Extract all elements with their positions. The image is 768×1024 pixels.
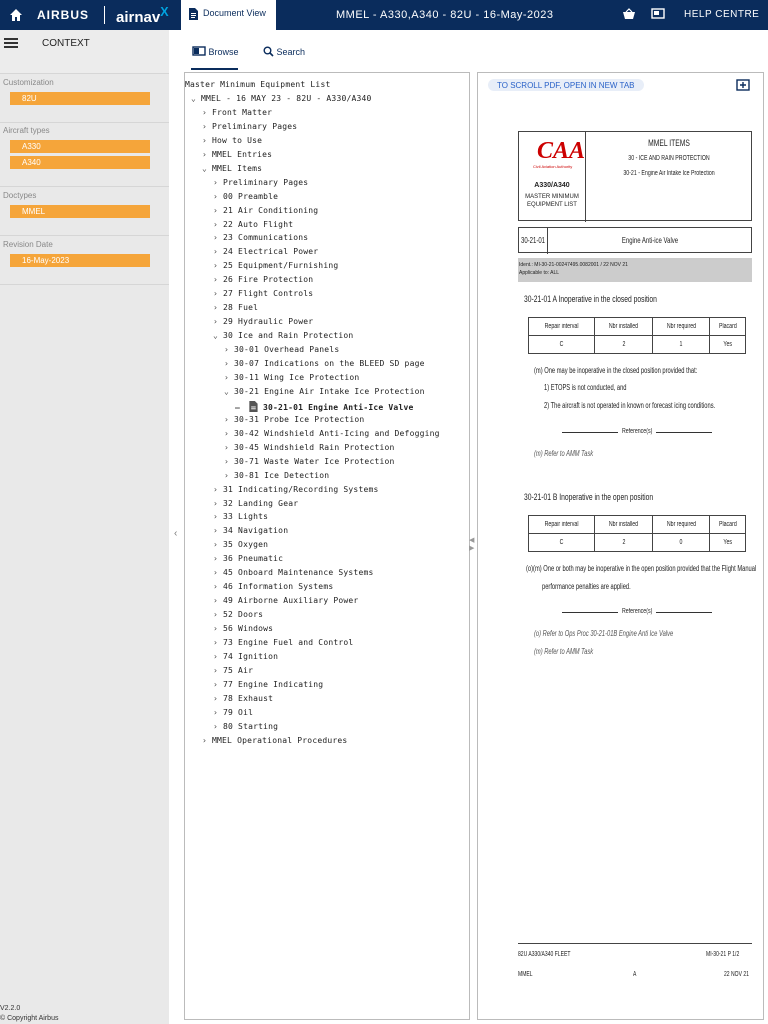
- references-label: Reference(s): [622, 608, 653, 615]
- section-a-table: [528, 317, 746, 354]
- dash-icon[interactable]: —: [235, 402, 241, 412]
- tree-item-label: 36 Pneumatic: [223, 554, 284, 564]
- chevron-right-icon[interactable]: ›: [213, 303, 219, 313]
- tree-item[interactable]: [213, 652, 278, 661]
- chevron-right-icon[interactable]: ›: [224, 414, 230, 424]
- section-a-note-2: 2) The aircraft is not operated in known or forecast icing conditions.: [544, 401, 716, 410]
- chip-mmel[interactable]: MMEL: [10, 205, 150, 218]
- tree-item-label: 33 Lights: [223, 512, 269, 522]
- tree-item[interactable]: [213, 233, 308, 242]
- tree-item-label: 27 Flight Controls: [223, 289, 314, 299]
- page-header: [518, 131, 752, 221]
- tree-item-label: MMEL Operational Procedures: [212, 735, 348, 745]
- tree-item-label: 74 Ignition: [223, 651, 279, 661]
- tree-item-label: 24 Electrical Power: [223, 247, 319, 257]
- tree-item[interactable]: [202, 164, 262, 173]
- tree-item-label: 30-21-01 Engine Anti-Ice Valve: [263, 402, 414, 412]
- tree-item-label: 46 Information Systems: [223, 582, 334, 592]
- cell-value: Yes: [723, 341, 732, 348]
- tree-item[interactable]: [213, 526, 288, 535]
- document-title: MMEL - A330,A340 - 82U - 16-May-2023: [336, 9, 554, 21]
- divider: [562, 612, 618, 613]
- header-section: 30-21 - Engine Air Intake Ice Protection: [623, 170, 715, 177]
- tree-item[interactable]: [213, 610, 263, 619]
- tree-item[interactable]: [224, 429, 440, 438]
- active-tab-indicator: [191, 68, 238, 70]
- divider: [585, 132, 586, 222]
- chevron-right-icon[interactable]: ›: [213, 596, 219, 606]
- tree-item-label: Preliminary Pages: [223, 177, 309, 187]
- tree-item[interactable]: [224, 415, 364, 424]
- tree-item-label: 75 Air: [223, 665, 254, 675]
- tree-item-label: Master Minimum Equipment List: [185, 80, 331, 89]
- chevron-right-icon[interactable]: ›: [202, 735, 208, 745]
- cell-value: C: [559, 539, 564, 546]
- tree-item-label: 30-11 Wing Ice Protection: [234, 372, 360, 382]
- tree-item-label: 30-21 Engine Air Intake Ice Protection: [234, 386, 425, 396]
- section-title: Doctypes: [3, 191, 37, 200]
- tab-document-view-label: Document View: [203, 8, 266, 18]
- tree-item[interactable]: [213, 247, 318, 256]
- tree-item-label: 22 Auto Flight: [223, 219, 294, 229]
- header-chapter: 30 - ICE AND RAIN PROTECTION: [628, 155, 710, 162]
- chevron-right-icon[interactable]: ›: [213, 582, 219, 592]
- tree-item[interactable]: [224, 471, 329, 480]
- chevron-right-icon[interactable]: ›: [224, 345, 230, 355]
- cell-value: 2: [622, 341, 626, 348]
- tree-item[interactable]: [202, 122, 297, 131]
- chevron-right-icon[interactable]: ›: [202, 149, 208, 159]
- table-header: [529, 318, 595, 336]
- tree-item[interactable]: [213, 638, 353, 647]
- caa-logo: CAA: [537, 138, 586, 164]
- pdf-viewer: [477, 72, 764, 1020]
- cell-value: Yes: [723, 539, 732, 546]
- tree-item-label: How to Use: [212, 135, 263, 145]
- tree-item-label: 34 Navigation: [223, 526, 289, 536]
- tree-item-label: 78 Exhaust: [223, 693, 274, 703]
- book-icon: [192, 46, 206, 56]
- tree-item[interactable]: [213, 596, 358, 605]
- chevron-right-icon[interactable]: ›: [213, 568, 219, 578]
- tree-item[interactable]: [202, 150, 272, 159]
- applicable-text: Applicable to: ALL: [519, 270, 560, 276]
- chevron-right-icon[interactable]: ›: [213, 289, 219, 299]
- mel-label-1: MASTER MINIMUM: [525, 194, 579, 200]
- tree-item[interactable]: [224, 345, 339, 354]
- chevron-right-icon[interactable]: ›: [202, 107, 208, 117]
- screen-icon[interactable]: [651, 8, 665, 20]
- header-placard: Placard: [718, 323, 737, 330]
- basket-icon[interactable]: [622, 8, 636, 20]
- section-title: Customization: [3, 78, 54, 87]
- chevron-right-icon[interactable]: ›: [224, 456, 230, 466]
- search-icon: [263, 46, 274, 57]
- footer-rev: A: [633, 971, 637, 978]
- ident-text: Ident.: MI-30-21-00247495.0082001 / 22 NOV 21: [519, 262, 628, 268]
- tree-item-label: 80 Starting: [223, 721, 279, 731]
- chevron-right-icon[interactable]: ›: [213, 484, 219, 494]
- table-cell: [529, 534, 595, 552]
- chevron-right-icon[interactable]: ›: [224, 359, 230, 368]
- tree-item-label: Front Matter: [212, 107, 273, 117]
- cell-value: 1: [679, 341, 683, 348]
- section-title: Revision Date: [3, 240, 53, 249]
- header-nbr-required: Nbr required: [666, 323, 696, 330]
- section-b-reference-2: (m) Refer to AMM Task: [534, 647, 594, 656]
- entry-title-box: [518, 227, 752, 253]
- chevron-right-icon[interactable]: ›: [213, 707, 219, 717]
- divider: [656, 612, 712, 613]
- chevron-right-icon[interactable]: ›: [213, 317, 219, 327]
- tree-item-label: 23 Communications: [223, 233, 309, 243]
- tree-item-label: 30-45 Windshield Rain Protection: [234, 442, 395, 452]
- airnav-logo: [116, 5, 169, 26]
- top-bar: [0, 0, 768, 30]
- tree-item[interactable]: [202, 736, 347, 745]
- tree-item-label: Preliminary Pages: [212, 121, 298, 131]
- chevron-right-icon[interactable]: ›: [224, 470, 230, 480]
- tree-item[interactable]: [224, 387, 425, 396]
- tree-item[interactable]: [213, 708, 253, 717]
- chevron-right-icon[interactable]: ›: [213, 624, 219, 634]
- section-a-note-1: 1) ETOPS is not conducted, and: [544, 383, 627, 392]
- header-title: MMEL ITEMS: [648, 138, 690, 148]
- context-header: [0, 30, 169, 74]
- tree-item[interactable]: [213, 206, 318, 215]
- doctypes-section: [0, 191, 169, 221]
- document-icon: [188, 8, 198, 20]
- airnav-logo-text: airnav: [116, 9, 161, 26]
- tree-item-label: 21 Air Conditioning: [223, 205, 319, 215]
- table-cell: [529, 336, 595, 354]
- chevron-right-icon[interactable]: ›: [213, 651, 219, 661]
- tree-item[interactable]: [213, 317, 313, 326]
- section-b-note: (o)(m) One or both may be inoperative in the open position provided that the Flight Manual: [526, 564, 757, 573]
- chevron-right-icon[interactable]: ›: [213, 638, 219, 647]
- tree-item[interactable]: [202, 136, 262, 145]
- entry-title: Engine Anti-ice Valve: [621, 236, 679, 245]
- pdf-page: [518, 131, 757, 999]
- header-repair-interval: Repair interval: [544, 521, 579, 528]
- tree-item-label: MMEL - 16 MAY 23 - 82U - A330/A340: [201, 93, 372, 103]
- tree-item-label: 28 Fuel: [223, 303, 259, 313]
- table-header: [652, 318, 709, 336]
- chevron-right-icon[interactable]: ›: [213, 219, 219, 229]
- chevron-right-icon[interactable]: ›: [213, 261, 219, 271]
- tree-item-label: 77 Engine Indicating: [223, 679, 324, 689]
- tree-item[interactable]: [213, 694, 273, 703]
- table-header: [652, 516, 709, 534]
- entry-code: 30-21-01: [521, 236, 546, 245]
- section-a-title: 30-21-01 A Inoperative in the closed position: [524, 294, 657, 304]
- chevron-right-icon[interactable]: ›: [213, 512, 219, 522]
- customization-section: [0, 78, 169, 108]
- chevron-right-icon[interactable]: ›: [213, 693, 219, 703]
- tree-item-label: 49 Airborne Auxiliary Power: [223, 596, 359, 606]
- footer-date: 22 NOV 21: [724, 971, 749, 978]
- divider: [562, 432, 618, 433]
- context-sidebar: [0, 30, 169, 1024]
- chevron-right-icon[interactable]: ›: [202, 135, 208, 145]
- chevron-right-icon[interactable]: ›: [202, 121, 208, 131]
- tab-document-view[interactable]: [181, 0, 276, 30]
- cell-value: 2: [622, 539, 626, 546]
- tree-item-label: 30 Ice and Rain Protection: [223, 331, 354, 341]
- tree-item-label: 30-01 Overhead Panels: [234, 345, 340, 355]
- tree-item[interactable]: [213, 485, 379, 494]
- context-title: CONTEXT: [42, 38, 90, 49]
- chevron-right-icon[interactable]: ›: [213, 526, 219, 536]
- tree-item[interactable]: [213, 303, 258, 312]
- aircraft-types-section: [0, 126, 169, 172]
- chevron-right-icon[interactable]: ›: [213, 177, 219, 187]
- cell-value: C: [559, 341, 564, 348]
- tree-item[interactable]: [213, 192, 278, 201]
- chevron-right-icon[interactable]: ›: [213, 247, 219, 257]
- chevron-right-icon[interactable]: ›: [213, 191, 219, 201]
- tree-item-label: 73 Engine Fuel and Control: [223, 638, 354, 647]
- tree-item[interactable]: [213, 680, 323, 689]
- tree-item-label: 79 Oil: [223, 707, 254, 717]
- tree-item[interactable]: [224, 373, 359, 382]
- splitter-handle[interactable]: ◀ ▶: [469, 537, 475, 552]
- chevron-down-icon[interactable]: ⌄: [213, 331, 219, 341]
- divider: [636, 943, 752, 944]
- chevron-right-icon[interactable]: ›: [213, 679, 219, 689]
- table-header: [710, 318, 746, 336]
- tree-item-label: 32 Landing Gear: [223, 498, 299, 508]
- aircraft-label: A330/A340: [534, 182, 570, 189]
- section-b-table: [528, 515, 746, 552]
- tree-item[interactable]: [213, 666, 253, 675]
- tree-item-label: MMEL Entries: [212, 149, 273, 159]
- chevron-right-icon[interactable]: ›: [224, 372, 230, 382]
- chevron-right-icon[interactable]: ›: [213, 554, 219, 564]
- footer-page: MI-30-21 P 1/2: [706, 951, 740, 958]
- revision-date-section: [0, 240, 169, 270]
- chip-a340[interactable]: A340: [10, 156, 150, 169]
- section-title: Aircraft types: [3, 126, 50, 135]
- cell-value: 0: [679, 539, 683, 546]
- table-cell: [710, 336, 746, 354]
- tab-browse[interactable]: [192, 46, 239, 57]
- caa-logo-subtitle: Civil Aviation Authority: [533, 164, 573, 169]
- menu-icon[interactable]: [4, 38, 18, 48]
- chevron-right-icon[interactable]: ›: [213, 498, 219, 508]
- chevron-right-icon[interactable]: ›: [224, 442, 230, 452]
- chevron-down-icon[interactable]: ⌄: [191, 93, 197, 103]
- table-header: [595, 318, 652, 336]
- tree-item[interactable]: [213, 722, 278, 731]
- chevron-right-icon[interactable]: ›: [213, 233, 219, 243]
- chevron-right-icon[interactable]: ›: [213, 540, 219, 550]
- help-centre-link[interactable]: HELP CENTRE: [684, 9, 760, 20]
- tree-item-selected[interactable]: [235, 401, 414, 412]
- tree-item[interactable]: [213, 512, 268, 521]
- tree-item[interactable]: [213, 554, 283, 563]
- header-nbr-installed: Nbr installed: [609, 323, 639, 330]
- tree-item[interactable]: [213, 331, 353, 340]
- chevron-right-icon[interactable]: ›: [213, 205, 219, 215]
- tree-item[interactable]: [213, 582, 333, 591]
- tree-item-label: 30-07 Indications on the BLEED SD page: [234, 359, 425, 368]
- table-cell: [595, 336, 652, 354]
- tree-item-label: 00 Preamble: [223, 191, 279, 201]
- divider: [0, 122, 169, 123]
- section-a-note: (m) One may be inoperative in the closed position provided that:: [534, 366, 698, 375]
- chevron-right-icon[interactable]: ›: [213, 610, 219, 620]
- tree-item[interactable]: [213, 540, 268, 549]
- tree-item[interactable]: [185, 80, 330, 89]
- open-new-tab-icon[interactable]: [736, 79, 750, 91]
- divider: [656, 432, 712, 433]
- section-a-reference: (m) Refer to AMM Task: [534, 449, 594, 458]
- header-placard: Placard: [718, 521, 737, 528]
- section-b-note-2: performance penalties are applied.: [542, 582, 631, 591]
- tree-item-label: 52 Doors: [223, 610, 264, 620]
- header-repair-interval: Repair interval: [544, 323, 579, 330]
- tree-item[interactable]: [213, 261, 338, 270]
- header-nbr-installed: Nbr installed: [609, 521, 639, 528]
- tree-item-label: 31 Indicating/Recording Systems: [223, 484, 379, 494]
- section-b-reference-1: (o) Refer to Ops Proc 30-21-01B Engine Anti Ice Valve: [534, 629, 674, 638]
- chevron-right-icon[interactable]: ›: [224, 428, 230, 438]
- chevron-down-icon[interactable]: ⌄: [224, 386, 230, 396]
- table-header: [710, 516, 746, 534]
- brand-divider: [104, 6, 105, 24]
- tree-item[interactable]: [213, 624, 273, 633]
- tree-item[interactable]: [224, 443, 395, 452]
- section-b-title: 30-21-01 B Inoperative in the open position: [524, 492, 654, 502]
- tree-item-label: 29 Hydraulic Power: [223, 317, 314, 327]
- document-icon: [247, 401, 259, 412]
- tree-item-label: 30-42 Windshield Anti-Icing and Defogging: [234, 428, 440, 438]
- mel-label-2: EQUIPMENT LIST: [527, 202, 577, 208]
- tree-item[interactable]: [224, 457, 395, 466]
- collapse-sidebar-icon[interactable]: ‹: [174, 528, 178, 539]
- tree-item[interactable]: [224, 359, 425, 368]
- table-cell: [652, 534, 709, 552]
- chevron-right-icon[interactable]: ›: [213, 665, 219, 675]
- divider: [0, 235, 169, 236]
- table-cell: [652, 336, 709, 354]
- table-cell: [595, 534, 652, 552]
- divider: [518, 943, 636, 944]
- home-icon[interactable]: [9, 8, 23, 22]
- tree-item-label: 30-81 Ice Detection: [234, 470, 330, 480]
- tree-item[interactable]: [213, 220, 293, 229]
- tree-item-label: 30-71 Waste Water Ice Protection: [234, 456, 395, 466]
- references-label: Reference(s): [622, 428, 653, 435]
- airnav-logo-x: X: [160, 5, 169, 19]
- tree-item-label: 30-31 Probe Ice Protection: [234, 414, 365, 424]
- table-header: [529, 516, 595, 534]
- header-nbr-required: Nbr required: [666, 521, 696, 528]
- tree-item-label: 45 Onboard Maintenance Systems: [223, 568, 374, 578]
- tree-item[interactable]: [213, 289, 313, 298]
- tree-item[interactable]: [213, 568, 374, 577]
- tree-item[interactable]: [213, 275, 313, 284]
- divider: [0, 284, 169, 285]
- document-tree: [184, 72, 470, 1020]
- version-label: V2.2.0: [0, 1005, 21, 1012]
- divider: [547, 228, 548, 254]
- version-info: [0, 1004, 58, 1024]
- scroll-pdf-hint[interactable]: TO SCROLL PDF, OPEN IN NEW TAB: [488, 79, 644, 91]
- chip-revision-date[interactable]: 16-May-2023: [10, 254, 150, 267]
- table-cell: [710, 534, 746, 552]
- tree-item-label: 26 Fire Protection: [223, 275, 314, 285]
- copyright-label: © Copyright Airbus: [0, 1015, 59, 1022]
- tree-item[interactable]: [191, 94, 372, 103]
- tree-item-label: MMEL Items: [212, 163, 263, 173]
- tab-search[interactable]: [263, 46, 305, 57]
- chevron-right-icon[interactable]: ›: [213, 721, 219, 731]
- footer-mmel: MMEL: [518, 971, 533, 978]
- chip-a330[interactable]: A330: [10, 140, 150, 153]
- tree-item[interactable]: [213, 499, 298, 508]
- tree-item-label: 56 Windows: [223, 624, 274, 634]
- tree-item[interactable]: [213, 178, 308, 187]
- tab-browse-label: Browse: [208, 47, 239, 57]
- tree-item-label: 25 Equipment/Furnishing: [223, 261, 339, 271]
- tree-item[interactable]: [202, 108, 272, 117]
- tree-item-label: 35 Oxygen: [223, 540, 269, 550]
- chevron-down-icon[interactable]: ⌄: [202, 163, 208, 173]
- ident-bar: [518, 258, 752, 282]
- tab-search-label: Search: [276, 47, 306, 57]
- chip-82u[interactable]: 82U: [10, 92, 150, 105]
- divider: [0, 186, 169, 187]
- table-header: [595, 516, 652, 534]
- chevron-right-icon[interactable]: ›: [213, 275, 219, 285]
- footer-fleet: 82U A330/A340 FLEET: [518, 951, 571, 958]
- airbus-logo: AIRBUS: [37, 8, 90, 22]
